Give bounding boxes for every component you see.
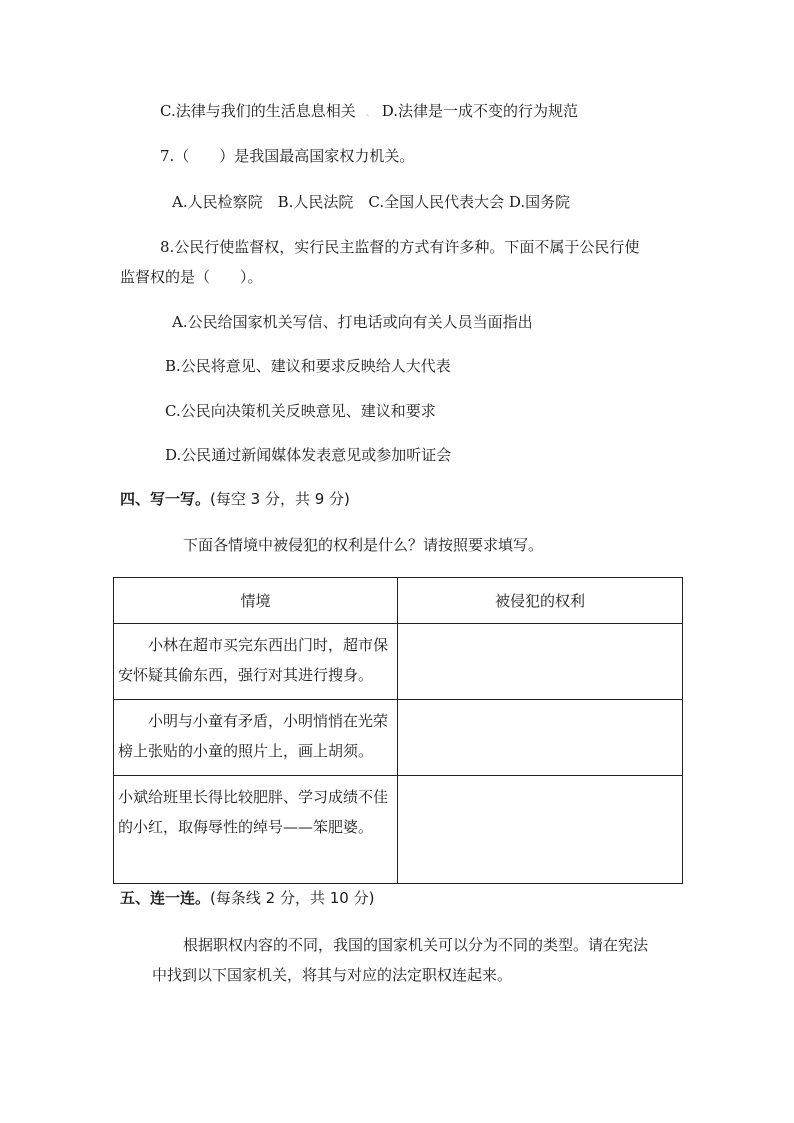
q8-option-d: D.公民通过新闻媒体发表意见或参加听证会 [165,446,452,464]
header-situation: 情境 [114,578,398,624]
q6-option-d: D.法律是一成不变的行为规范 [381,102,578,120]
situation-cell: 小斌给班里长得比较肥胖、学习成绩不佳的小红，取侮辱性的绰号——笨肥婆。 [114,776,398,884]
table-row [114,776,683,884]
header-violated-right: 被侵犯的权利 [398,578,683,624]
table-header-row [114,578,683,624]
section4-score-note: (每空 3 分，共 9 分) [210,490,350,508]
section4-title: 四、写一写。 [120,490,211,508]
q6-option-c: C.法律与我们的生活息息相关 [160,102,356,120]
section5-title: 五、连一连。 [120,889,211,907]
q8-stem-line2: 监督权的是（ ）。 [120,268,263,286]
answer-cell[interactable] [398,776,683,884]
q6-options-cd [160,101,578,121]
section5-heading [120,888,374,908]
q8-option-c: C.公民向决策机关反映意见、建议和要求 [165,402,436,420]
q6-option-separator: 、 [365,108,376,119]
table-row [114,624,683,700]
q8-stem-line1: 8.公民行使监督权，实行民主监督的方式有许多种。下面不属于公民行使 [160,238,640,256]
section5-instruction-line1: 根据职权内容的不同，我国的国家机关可以分为不同的类型。请在宪法 [183,936,649,954]
situation-cell: 小林在超市买完东西出门时，超市保安怀疑其偷东西，强行对其进行搜身。 [114,624,398,700]
section4-heading [120,489,350,509]
q8-option-a: A.公民给国家机关写信、打电话或向有关人员当面指出 [172,313,533,331]
section5-score-note: (每条线 2 分，共 10 分) [210,889,375,907]
answer-cell[interactable] [398,624,683,700]
q7-stem: 7.（ ）是我国最高国家权力机关。 [160,147,415,165]
section5-instruction-line2: 中找到以下国家机关，将其与对应的法定职权连起来。 [152,966,513,984]
section4-instruction: 下面各情境中被侵犯的权利是什么？请按照要求填写。 [183,536,544,554]
q7-options: A.人民检察院 B.人民法院 C.全国人民代表大会 D.国务院 [172,193,571,211]
q8-option-b: B.公民将意见、建议和要求反映给人大代表 [165,357,451,375]
rights-table [113,577,683,884]
situation-cell: 小明与小童有矛盾，小明悄悄在光荣榜上张贴的小童的照片上，画上胡须。 [114,700,398,776]
answer-cell[interactable] [398,700,683,776]
table-row [114,700,683,776]
